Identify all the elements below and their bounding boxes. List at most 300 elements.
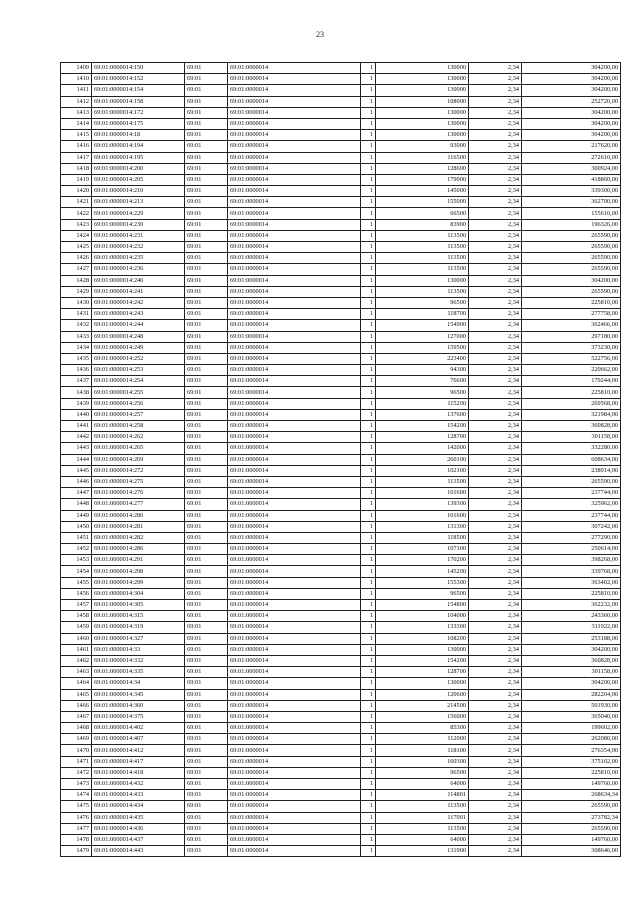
quarter-code: 69:01:0000014 xyxy=(228,566,361,577)
area-cell: 154900 xyxy=(376,320,469,331)
row-number: 1479 xyxy=(61,846,92,857)
quarter-code: 69:01:0000014 xyxy=(228,454,361,465)
cadastral-number: 69:01:0000014:280 xyxy=(92,510,185,521)
area-cell: 113500 xyxy=(376,286,469,297)
area-cell: 155300 xyxy=(376,577,469,588)
area-cell: 133300 xyxy=(376,622,469,633)
quarter-code: 69:01:0000014 xyxy=(228,286,361,297)
amount-cell: 265590,00 xyxy=(522,230,621,241)
quarter-code: 69:01:0000014 xyxy=(228,834,361,845)
area-cell: 120600 xyxy=(376,689,469,700)
amount-cell: 375102,00 xyxy=(522,756,621,767)
count-cell: 1 xyxy=(361,577,376,588)
amount-cell: 276354,00 xyxy=(522,745,621,756)
district-code: 69:01 xyxy=(185,74,228,85)
count-cell: 1 xyxy=(361,532,376,543)
cadastral-number: 69:01:0000014:231 xyxy=(92,230,185,241)
table-row xyxy=(61,297,621,308)
table-row xyxy=(61,387,621,398)
district-code: 69:01 xyxy=(185,544,228,555)
amount-cell: 237744,00 xyxy=(522,510,621,521)
quarter-code: 69:01:0000014 xyxy=(228,242,361,253)
row-number: 1460 xyxy=(61,633,92,644)
cadastral-number: 69:01:0000014:210 xyxy=(92,186,185,197)
district-code: 69:01 xyxy=(185,141,228,152)
amount-cell: 304200,00 xyxy=(522,130,621,141)
row-number: 1465 xyxy=(61,689,92,700)
district-code: 69:01 xyxy=(185,600,228,611)
cadastral-number: 69:01:0000014:315 xyxy=(92,611,185,622)
quarter-code: 69:01:0000014 xyxy=(228,320,361,331)
table-row xyxy=(61,767,621,778)
cadastral-number: 69:01:0000014:258 xyxy=(92,421,185,432)
district-code: 69:01 xyxy=(185,566,228,577)
row-number: 1478 xyxy=(61,834,92,845)
count-cell: 1 xyxy=(361,432,376,443)
quarter-code: 69:01:0000014 xyxy=(228,208,361,219)
quarter-code: 69:01:0000014 xyxy=(228,790,361,801)
rate-cell: 2,34 xyxy=(469,320,522,331)
amount-cell: 155610,00 xyxy=(522,208,621,219)
district-code: 69:01 xyxy=(185,801,228,812)
count-cell: 1 xyxy=(361,96,376,107)
table-row xyxy=(61,711,621,722)
district-code: 69:01 xyxy=(185,644,228,655)
count-cell: 1 xyxy=(361,85,376,96)
cadastral-number: 69:01:0000014:319 xyxy=(92,622,185,633)
count-cell: 1 xyxy=(361,823,376,834)
cadastral-number: 69:01:0000014:434 xyxy=(92,801,185,812)
row-number: 1468 xyxy=(61,723,92,734)
rate-cell: 2,34 xyxy=(469,74,522,85)
cadastral-number: 69:01:0000014:282 xyxy=(92,532,185,543)
row-number: 1472 xyxy=(61,767,92,778)
count-cell: 1 xyxy=(361,409,376,420)
count-cell: 1 xyxy=(361,141,376,152)
count-cell: 1 xyxy=(361,398,376,409)
amount-cell: 268634,34 xyxy=(522,790,621,801)
cadastral-number: 69:01:0000014:158 xyxy=(92,96,185,107)
count-cell: 1 xyxy=(361,476,376,487)
table-row xyxy=(61,197,621,208)
amount-cell: 272610,00 xyxy=(522,152,621,163)
cadastral-number: 69:01:0000014:298 xyxy=(92,566,185,577)
cadastral-number: 69:01:0000014:249 xyxy=(92,342,185,353)
district-code: 69:01 xyxy=(185,421,228,432)
district-code: 69:01 xyxy=(185,510,228,521)
district-code: 69:01 xyxy=(185,779,228,790)
area-cell: 160300 xyxy=(376,756,469,767)
district-code: 69:01 xyxy=(185,689,228,700)
rate-cell: 2,34 xyxy=(469,353,522,364)
row-number: 1444 xyxy=(61,454,92,465)
row-number: 1416 xyxy=(61,141,92,152)
quarter-code: 69:01:0000014 xyxy=(228,689,361,700)
area-cell: 154200 xyxy=(376,655,469,666)
table-row xyxy=(61,63,621,74)
district-code: 69:01 xyxy=(185,588,228,599)
amount-cell: 199602,00 xyxy=(522,723,621,734)
area-cell: 93000 xyxy=(376,141,469,152)
quarter-code: 69:01:0000014 xyxy=(228,331,361,342)
rate-cell: 2,34 xyxy=(469,734,522,745)
row-number: 1471 xyxy=(61,756,92,767)
area-cell: 118500 xyxy=(376,532,469,543)
quarter-code: 69:01:0000014 xyxy=(228,678,361,689)
quarter-code: 69:01:0000014 xyxy=(228,499,361,510)
cadastral-number: 69:01:0000014:407 xyxy=(92,734,185,745)
district-code: 69:01 xyxy=(185,197,228,208)
quarter-code: 69:01:0000014 xyxy=(228,465,361,476)
rate-cell: 2,34 xyxy=(469,633,522,644)
land-plots-table xyxy=(60,62,621,857)
rate-cell: 2,34 xyxy=(469,588,522,599)
rate-cell: 2,34 xyxy=(469,376,522,387)
area-cell: 130000 xyxy=(376,74,469,85)
area-cell: 130000 xyxy=(376,118,469,129)
row-number: 1418 xyxy=(61,163,92,174)
table-row xyxy=(61,141,621,152)
count-cell: 1 xyxy=(361,510,376,521)
table-row xyxy=(61,242,621,253)
cadastral-number: 69:01:0000014:262 xyxy=(92,432,185,443)
row-number: 1477 xyxy=(61,823,92,834)
rate-cell: 2,34 xyxy=(469,756,522,767)
count-cell: 1 xyxy=(361,801,376,812)
table-row xyxy=(61,577,621,588)
row-number: 1439 xyxy=(61,398,92,409)
table-row xyxy=(61,846,621,857)
table-row xyxy=(61,499,621,510)
row-number: 1455 xyxy=(61,577,92,588)
quarter-code: 69:01:0000014 xyxy=(228,186,361,197)
district-code: 69:01 xyxy=(185,398,228,409)
rate-cell: 2,34 xyxy=(469,242,522,253)
rate-cell: 2,34 xyxy=(469,365,522,376)
cadastral-number: 69:01:0000014:276 xyxy=(92,488,185,499)
rate-cell: 2,34 xyxy=(469,141,522,152)
cadastral-number: 69:01:0000014:252 xyxy=(92,353,185,364)
row-number: 1420 xyxy=(61,186,92,197)
count-cell: 1 xyxy=(361,756,376,767)
district-code: 69:01 xyxy=(185,286,228,297)
cadastral-number: 69:01:0000014:205 xyxy=(92,174,185,185)
area-cell: 94300 xyxy=(376,365,469,376)
rate-cell: 2,34 xyxy=(469,600,522,611)
amount-cell: 307242,00 xyxy=(522,521,621,532)
count-cell: 1 xyxy=(361,63,376,74)
amount-cell: 277290,00 xyxy=(522,532,621,543)
district-code: 69:01 xyxy=(185,63,228,74)
quarter-code: 69:01:0000014 xyxy=(228,219,361,230)
amount-cell: 225810,00 xyxy=(522,588,621,599)
row-number: 1419 xyxy=(61,174,92,185)
count-cell: 1 xyxy=(361,152,376,163)
rate-cell: 2,34 xyxy=(469,130,522,141)
row-number: 1476 xyxy=(61,812,92,823)
row-number: 1466 xyxy=(61,700,92,711)
cadastral-number: 69:01:0000014:242 xyxy=(92,297,185,308)
cadastral-number: 69:01:0000014:33 xyxy=(92,644,185,655)
district-code: 69:01 xyxy=(185,353,228,364)
amount-cell: 301158,00 xyxy=(522,432,621,443)
district-code: 69:01 xyxy=(185,700,228,711)
table-row xyxy=(61,823,621,834)
rate-cell: 2,34 xyxy=(469,85,522,96)
table-row xyxy=(61,510,621,521)
table-row xyxy=(61,622,621,633)
count-cell: 1 xyxy=(361,186,376,197)
rate-cell: 2,34 xyxy=(469,476,522,487)
quarter-code: 69:01:0000014 xyxy=(228,96,361,107)
quarter-code: 69:01:0000014 xyxy=(228,544,361,555)
row-number: 1414 xyxy=(61,118,92,129)
table-row xyxy=(61,611,621,622)
rate-cell: 2,34 xyxy=(469,297,522,308)
row-number: 1417 xyxy=(61,152,92,163)
amount-cell: 360828,00 xyxy=(522,421,621,432)
count-cell: 1 xyxy=(361,689,376,700)
area-cell: 96500 xyxy=(376,588,469,599)
count-cell: 1 xyxy=(361,711,376,722)
cadastral-number: 69:01:0000014:269 xyxy=(92,454,185,465)
table-row xyxy=(61,532,621,543)
amount-cell: 265590,00 xyxy=(522,264,621,275)
table-row xyxy=(61,678,621,689)
area-cell: 127000 xyxy=(376,331,469,342)
table-row xyxy=(61,633,621,644)
amount-cell: 220662,00 xyxy=(522,365,621,376)
cadastral-number: 69:01:0000014:175 xyxy=(92,118,185,129)
cadastral-number: 69:01:0000014:243 xyxy=(92,309,185,320)
cadastral-number: 69:01:0000014:435 xyxy=(92,812,185,823)
quarter-code: 69:01:0000014 xyxy=(228,342,361,353)
amount-cell: 265590,00 xyxy=(522,286,621,297)
count-cell: 1 xyxy=(361,544,376,555)
district-code: 69:01 xyxy=(185,465,228,476)
row-number: 1410 xyxy=(61,74,92,85)
rate-cell: 2,34 xyxy=(469,532,522,543)
table-row xyxy=(61,186,621,197)
table-row xyxy=(61,521,621,532)
count-cell: 1 xyxy=(361,130,376,141)
table-row xyxy=(61,130,621,141)
rate-cell: 2,34 xyxy=(469,700,522,711)
area-cell: 112000 xyxy=(376,734,469,745)
quarter-code: 69:01:0000014 xyxy=(228,846,361,857)
cadastral-number: 69:01:0000014:327 xyxy=(92,633,185,644)
rate-cell: 2,34 xyxy=(469,521,522,532)
table-row xyxy=(61,756,621,767)
district-code: 69:01 xyxy=(185,320,228,331)
quarter-code: 69:01:0000014 xyxy=(228,745,361,756)
rate-cell: 2,34 xyxy=(469,398,522,409)
quarter-code: 69:01:0000014 xyxy=(228,711,361,722)
cadastral-number: 69:01:0000014:418 xyxy=(92,767,185,778)
district-code: 69:01 xyxy=(185,823,228,834)
area-cell: 139300 xyxy=(376,499,469,510)
quarter-code: 69:01:0000014 xyxy=(228,644,361,655)
cadastral-number: 69:01:0000014:281 xyxy=(92,521,185,532)
rate-cell: 2,34 xyxy=(469,823,522,834)
amount-cell: 308646,00 xyxy=(522,846,621,857)
amount-cell: 339300,00 xyxy=(522,186,621,197)
quarter-code: 69:01:0000014 xyxy=(228,443,361,454)
district-code: 69:01 xyxy=(185,488,228,499)
table-row xyxy=(61,566,621,577)
cadastral-number: 69:01:0000014:244 xyxy=(92,320,185,331)
row-number: 1437 xyxy=(61,376,92,387)
cadastral-number: 69:01:0000014:436 xyxy=(92,823,185,834)
count-cell: 1 xyxy=(361,779,376,790)
quarter-code: 69:01:0000014 xyxy=(228,365,361,376)
rate-cell: 2,34 xyxy=(469,767,522,778)
rate-cell: 2,34 xyxy=(469,611,522,622)
row-number: 1413 xyxy=(61,107,92,118)
rate-cell: 2,34 xyxy=(469,197,522,208)
quarter-code: 69:01:0000014 xyxy=(228,432,361,443)
quarter-code: 69:01:0000014 xyxy=(228,353,361,364)
cadastral-number: 69:01:0000014:235 xyxy=(92,253,185,264)
cadastral-number: 69:01:0000014:402 xyxy=(92,723,185,734)
area-cell: 114801 xyxy=(376,790,469,801)
area-cell: 145200 xyxy=(376,566,469,577)
amount-cell: 265590,00 xyxy=(522,823,621,834)
rate-cell: 2,34 xyxy=(469,107,522,118)
rate-cell: 2,34 xyxy=(469,566,522,577)
table-row xyxy=(61,544,621,555)
count-cell: 1 xyxy=(361,342,376,353)
count-cell: 1 xyxy=(361,297,376,308)
table-row xyxy=(61,600,621,611)
rate-cell: 2,34 xyxy=(469,834,522,845)
cadastral-number: 69:01:0000014:417 xyxy=(92,756,185,767)
amount-cell: 179244,00 xyxy=(522,376,621,387)
amount-cell: 373230,00 xyxy=(522,342,621,353)
area-cell: 223400 xyxy=(376,353,469,364)
area-cell: 83900 xyxy=(376,219,469,230)
district-code: 69:01 xyxy=(185,96,228,107)
area-cell: 113500 xyxy=(376,253,469,264)
row-number: 1428 xyxy=(61,275,92,286)
quarter-code: 69:01:0000014 xyxy=(228,823,361,834)
district-code: 69:01 xyxy=(185,264,228,275)
district-code: 69:01 xyxy=(185,118,228,129)
area-cell: 128700 xyxy=(376,432,469,443)
row-number: 1446 xyxy=(61,476,92,487)
row-number: 1461 xyxy=(61,644,92,655)
amount-cell: 501930,00 xyxy=(522,700,621,711)
quarter-code: 69:01:0000014 xyxy=(228,74,361,85)
row-number: 1462 xyxy=(61,655,92,666)
amount-cell: 265590,00 xyxy=(522,253,621,264)
count-cell: 1 xyxy=(361,611,376,622)
quarter-code: 69:01:0000014 xyxy=(228,510,361,521)
count-cell: 1 xyxy=(361,309,376,320)
count-cell: 1 xyxy=(361,264,376,275)
amount-cell: 360828,00 xyxy=(522,655,621,666)
table-row xyxy=(61,689,621,700)
count-cell: 1 xyxy=(361,286,376,297)
cadastral-number: 69:01:0000014:255 xyxy=(92,387,185,398)
rate-cell: 2,34 xyxy=(469,286,522,297)
quarter-code: 69:01:0000014 xyxy=(228,309,361,320)
count-cell: 1 xyxy=(361,745,376,756)
rate-cell: 2,34 xyxy=(469,118,522,129)
row-number: 1450 xyxy=(61,521,92,532)
rate-cell: 2,34 xyxy=(469,790,522,801)
rate-cell: 2,34 xyxy=(469,745,522,756)
quarter-code: 69:01:0000014 xyxy=(228,611,361,622)
amount-cell: 149760,00 xyxy=(522,779,621,790)
district-code: 69:01 xyxy=(185,532,228,543)
row-number: 1423 xyxy=(61,219,92,230)
amount-cell: 304200,00 xyxy=(522,644,621,655)
row-number: 1436 xyxy=(61,365,92,376)
table-row xyxy=(61,644,621,655)
table-row xyxy=(61,309,621,320)
district-code: 69:01 xyxy=(185,790,228,801)
quarter-code: 69:01:0000014 xyxy=(228,230,361,241)
row-number: 1464 xyxy=(61,678,92,689)
quarter-code: 69:01:0000014 xyxy=(228,779,361,790)
district-code: 69:01 xyxy=(185,242,228,253)
count-cell: 1 xyxy=(361,622,376,633)
quarter-code: 69:01:0000014 xyxy=(228,421,361,432)
page-number: 23 xyxy=(316,30,324,39)
amount-cell: 304200,00 xyxy=(522,63,621,74)
table-row xyxy=(61,779,621,790)
amount-cell: 304200,00 xyxy=(522,275,621,286)
district-code: 69:01 xyxy=(185,163,228,174)
row-number: 1434 xyxy=(61,342,92,353)
quarter-code: 69:01:0000014 xyxy=(228,398,361,409)
count-cell: 1 xyxy=(361,331,376,342)
cadastral-number: 69:01:0000014:304 xyxy=(92,588,185,599)
rate-cell: 2,34 xyxy=(469,186,522,197)
district-code: 69:01 xyxy=(185,756,228,767)
area-cell: 96500 xyxy=(376,297,469,308)
row-number: 1463 xyxy=(61,667,92,678)
amount-cell: 332280,00 xyxy=(522,443,621,454)
amount-cell: 304200,00 xyxy=(522,107,621,118)
cadastral-number: 69:01:0000014:275 xyxy=(92,476,185,487)
table-row xyxy=(61,555,621,566)
quarter-code: 69:01:0000014 xyxy=(228,577,361,588)
area-cell: 113500 xyxy=(376,242,469,253)
cadastral-number: 69:01:0000014:299 xyxy=(92,577,185,588)
row-number: 1452 xyxy=(61,544,92,555)
count-cell: 1 xyxy=(361,320,376,331)
rate-cell: 2,34 xyxy=(469,577,522,588)
area-cell: 130000 xyxy=(376,130,469,141)
amount-cell: 304200,00 xyxy=(522,678,621,689)
rate-cell: 2,34 xyxy=(469,779,522,790)
cadastral-number: 69:01:0000014:335 xyxy=(92,667,185,678)
count-cell: 1 xyxy=(361,521,376,532)
quarter-code: 69:01:0000014 xyxy=(228,264,361,275)
area-cell: 130000 xyxy=(376,275,469,286)
rate-cell: 2,34 xyxy=(469,510,522,521)
count-cell: 1 xyxy=(361,555,376,566)
rate-cell: 2,34 xyxy=(469,723,522,734)
rate-cell: 2,34 xyxy=(469,443,522,454)
rate-cell: 2,34 xyxy=(469,163,522,174)
cadastral-number: 69:01:0000014:200 xyxy=(92,163,185,174)
quarter-code: 69:01:0000014 xyxy=(228,107,361,118)
district-code: 69:01 xyxy=(185,734,228,745)
district-code: 69:01 xyxy=(185,152,228,163)
